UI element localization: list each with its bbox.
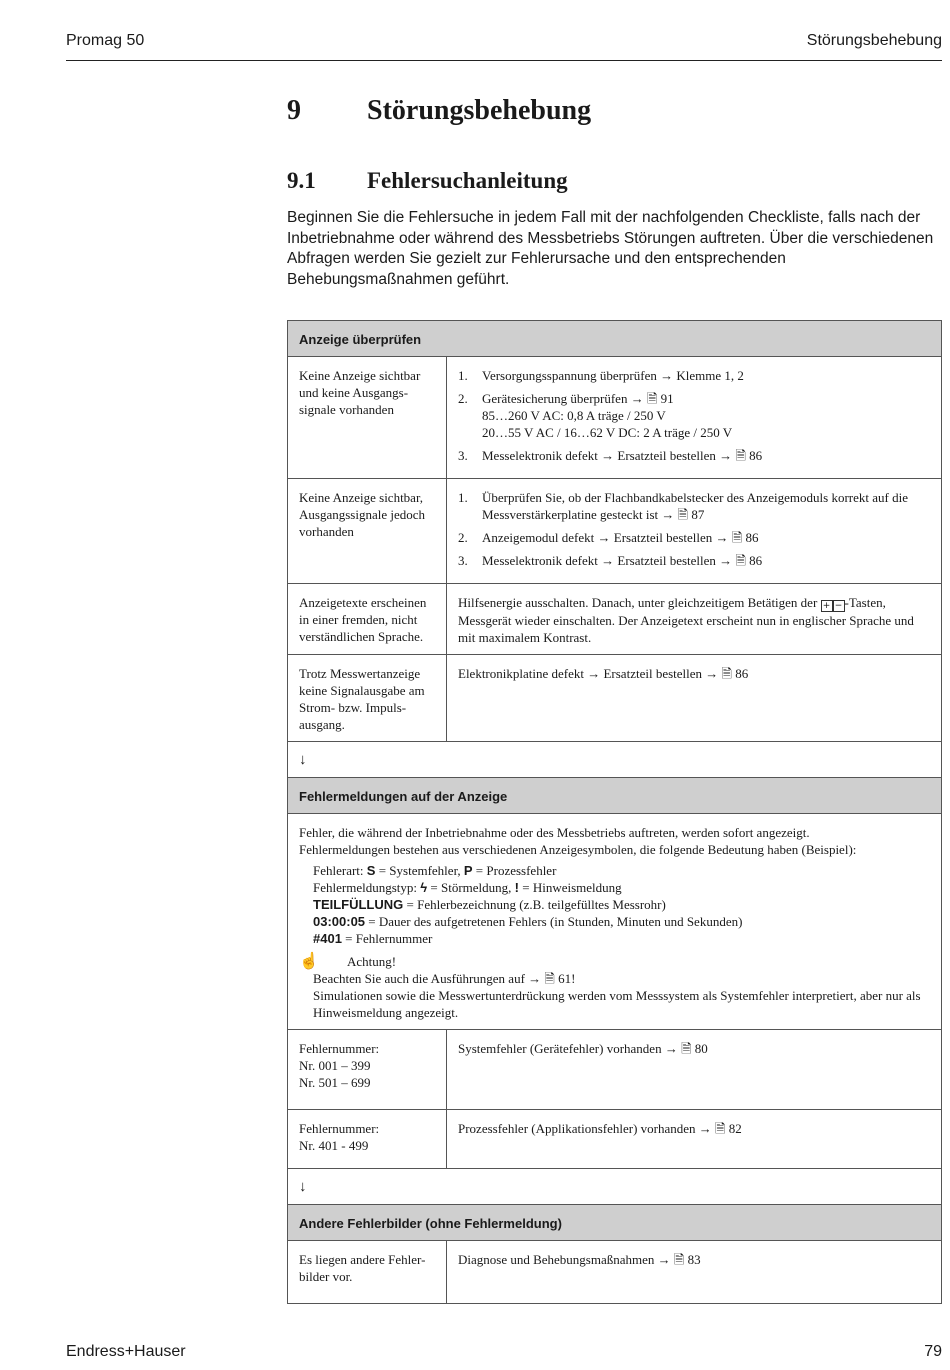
table-row xyxy=(288,584,942,655)
hand-warning-icon: ☝ xyxy=(299,953,319,970)
page-ref-icon: 🗎 xyxy=(735,448,746,463)
page-ref-icon: 🗎 xyxy=(681,1041,692,1056)
remedy-text: Systemfehler (Gerätefehler) vorhanden → xyxy=(458,1041,678,1056)
remedy-text: -Tasten, Messgerät wieder einschalten. Der Anzeigetext erscheint nun in englischer Sprache und mit maximalem Kontrast. xyxy=(458,595,914,645)
down-arrow-icon: ↓ xyxy=(288,1169,942,1205)
symptom-cell: Fehlernummer: Nr. 001 – 399 Nr. 501 – 699 xyxy=(288,1030,447,1110)
page-ref-icon: 🗎 xyxy=(646,391,658,406)
warning-list xyxy=(299,970,931,1021)
intro-paragraph: Beginnen Sie die Fehlersuche in jedem Fall mit der nachfolgenden Checkliste, falls nach der Inbetriebnahme oder während des Messbetriebs Störungen auftreten. Über die verschiedenen Abfragen werden Sie gezielt zur Fehlerursache und den entsprechenden Behebungsmaßnahmen geführt. xyxy=(287,209,934,288)
list-item: TEILFÜLLUNG = Fehlerbezeichnung (z.B. teilgefülltes Messrohr) xyxy=(313,897,666,912)
step-text: Messelektronik defekt → Ersatzteil bestellen → xyxy=(482,553,733,568)
troubleshooting-table xyxy=(287,320,942,1304)
page-ref: 87 xyxy=(691,507,705,522)
symptom-cell: Keine Anzeige sichtbar, Ausgangssignale jedoch vorhanden xyxy=(288,479,447,584)
step-text: Anzeigemodul defekt → Ersatzteil bestellen → xyxy=(482,530,729,545)
page-ref: 86 xyxy=(749,553,763,568)
fuse-spec-ac: 85…260 V AC: 0,8 A träge / 250 V xyxy=(482,408,666,423)
symbol-legend xyxy=(299,862,931,947)
remedy-cell xyxy=(447,1030,942,1110)
table-row xyxy=(288,655,942,742)
list-item: Fehlermeldungstyp: ϟ = Störmeldung, ! = Hinweismeldung xyxy=(313,880,622,895)
bullet-icon xyxy=(299,987,313,1021)
step-number: 3. xyxy=(458,448,468,463)
section-heading xyxy=(287,168,568,194)
explanation-paragraph: Fehler, die während der Inbetriebnahme oder des Messbetriebs auftreten, werden sofort angezeigt. xyxy=(299,825,810,840)
step-text: Messelektronik defekt → Ersatzteil bestellen → xyxy=(482,448,733,463)
symptom-cell: Anzeigetexte erscheinen in einer fremden, nicht verständlichen Sprache. xyxy=(288,584,447,655)
header-rule xyxy=(66,60,942,61)
list-item: Beachten Sie auch die Ausführungen auf → 🗎 61! xyxy=(299,970,931,987)
down-arrow-icon: ↓ xyxy=(288,742,942,778)
remedy-cell xyxy=(447,357,942,479)
list-item: Simulationen sowie die Messwertunterdrückung werden vom Messsystem als Systemfehler interpretiert, aber nur als Hinweismeldung angezeigt. xyxy=(299,987,931,1021)
remedy-cell xyxy=(447,479,942,584)
error-message-explanation xyxy=(288,814,942,1030)
symptom-cell: Keine Anzeige sichtbar und keine Ausgangs- signale vorhanden xyxy=(288,357,447,479)
section-title: Fehlersuchanleitung xyxy=(367,168,568,193)
step-number: 2. xyxy=(458,530,468,545)
step-text: Gerätesicherung überprüfen → xyxy=(482,391,644,406)
page-ref: 80 xyxy=(694,1041,708,1056)
bullet-icon xyxy=(299,970,313,987)
table-row xyxy=(288,1110,942,1169)
table-row xyxy=(288,479,942,584)
page-ref: 82 xyxy=(728,1121,742,1136)
remedy-cell xyxy=(447,655,942,742)
chapter-number: 9 xyxy=(287,95,301,126)
page-ref-icon: 🗎 xyxy=(731,530,743,545)
plus-key-icon: + xyxy=(821,600,833,612)
table-row xyxy=(288,1030,942,1110)
symptom-cell: Es liegen andere Fehler- bilder vor. xyxy=(288,1241,447,1304)
table-row xyxy=(288,1241,942,1304)
page-ref: 91 xyxy=(660,391,674,406)
section-head-error-messages: Fehlermeldungen auf der Anzeige xyxy=(288,778,942,814)
section-head-other-faults: Andere Fehlerbilder (ohne Fehlermeldung) xyxy=(288,1205,942,1241)
warning-label: Achtung! xyxy=(347,954,397,969)
page-ref: 86 xyxy=(745,530,759,545)
table-row xyxy=(288,814,942,1030)
step-number: 2. xyxy=(458,391,468,406)
page-ref-icon: 🗎 xyxy=(721,666,732,681)
step-number: 3. xyxy=(458,553,468,568)
table-row xyxy=(288,357,942,479)
page-ref: 86 xyxy=(735,666,749,681)
symptom-cell: Trotz Messwertanzeige keine Signalausgabe am Strom- bzw. Impuls- ausgang. xyxy=(288,655,447,742)
page-ref-icon: 🗎 xyxy=(677,507,689,522)
step-number: 1. xyxy=(458,368,468,383)
footer-brand: Endress+Hauser xyxy=(66,1343,186,1360)
page-ref: 86 xyxy=(749,448,763,463)
minus-key-icon: − xyxy=(833,600,845,612)
list-item: 03:00:05 = Dauer des aufgetretenen Fehlers (in Stunden, Minuten und Sekunden) xyxy=(313,914,743,929)
remedy-cell xyxy=(447,1110,942,1169)
page-ref: 61! xyxy=(558,971,576,986)
fuse-spec-dc: 20…55 V AC / 16…62 V DC: 2 A träge / 250 V xyxy=(482,425,733,440)
page-ref-icon: 🗎 xyxy=(715,1121,726,1136)
step-text: Versorgungsspannung überprüfen → Klemme 1, 2 xyxy=(482,368,744,383)
remedy-cell xyxy=(447,584,942,655)
section-number: 9.1 xyxy=(287,168,316,193)
chapter-title: Störungsbehebung xyxy=(367,95,592,126)
remedy-text: Hilfsenergie ausschalten. Danach, unter gleichzeitigem Betätigen der xyxy=(458,595,818,610)
header-product: Promag 50 xyxy=(66,32,145,49)
remedy-text: Prozessfehler (Applikationsfehler) vorhanden → xyxy=(458,1121,712,1136)
remedy-cell xyxy=(447,1241,942,1304)
lightning-icon: ϟ xyxy=(420,880,428,895)
section-head-display-check: Anzeige überprüfen xyxy=(288,321,942,357)
list-item: Fehlerart: S = Systemfehler, P = Prozessfehler xyxy=(313,863,557,878)
symptom-cell: Fehlernummer: Nr. 401 - 499 xyxy=(288,1110,447,1169)
remedy-text: Diagnose und Behebungsmaßnahmen → xyxy=(458,1252,671,1267)
header-chapter: Störungsbehebung xyxy=(806,32,942,49)
page-ref-icon: 🗎 xyxy=(544,971,555,986)
explanation-paragraph: Fehlermeldungen bestehen aus verschiedenen Anzeigesymbolen, die folgende Bedeutung haben (Beispiel): xyxy=(299,842,857,857)
page-ref: 83 xyxy=(687,1252,701,1267)
page-ref-icon: 🗎 xyxy=(673,1252,685,1267)
step-number: 1. xyxy=(458,490,468,505)
chapter-heading xyxy=(287,95,591,127)
warning-note xyxy=(299,953,931,970)
page-number: 79 xyxy=(924,1343,942,1360)
remedy-text: Elektronikplatine defekt → Ersatzteil bestellen → xyxy=(458,666,719,681)
page-ref-icon: 🗎 xyxy=(735,553,746,568)
list-item: #401 = Fehlernummer xyxy=(313,931,433,946)
step-text: Überprüfen Sie, ob der Flachbandkabelstecker des Anzeigemoduls korrekt auf die Messverstärkerplatine gesteckt ist → xyxy=(482,490,908,522)
